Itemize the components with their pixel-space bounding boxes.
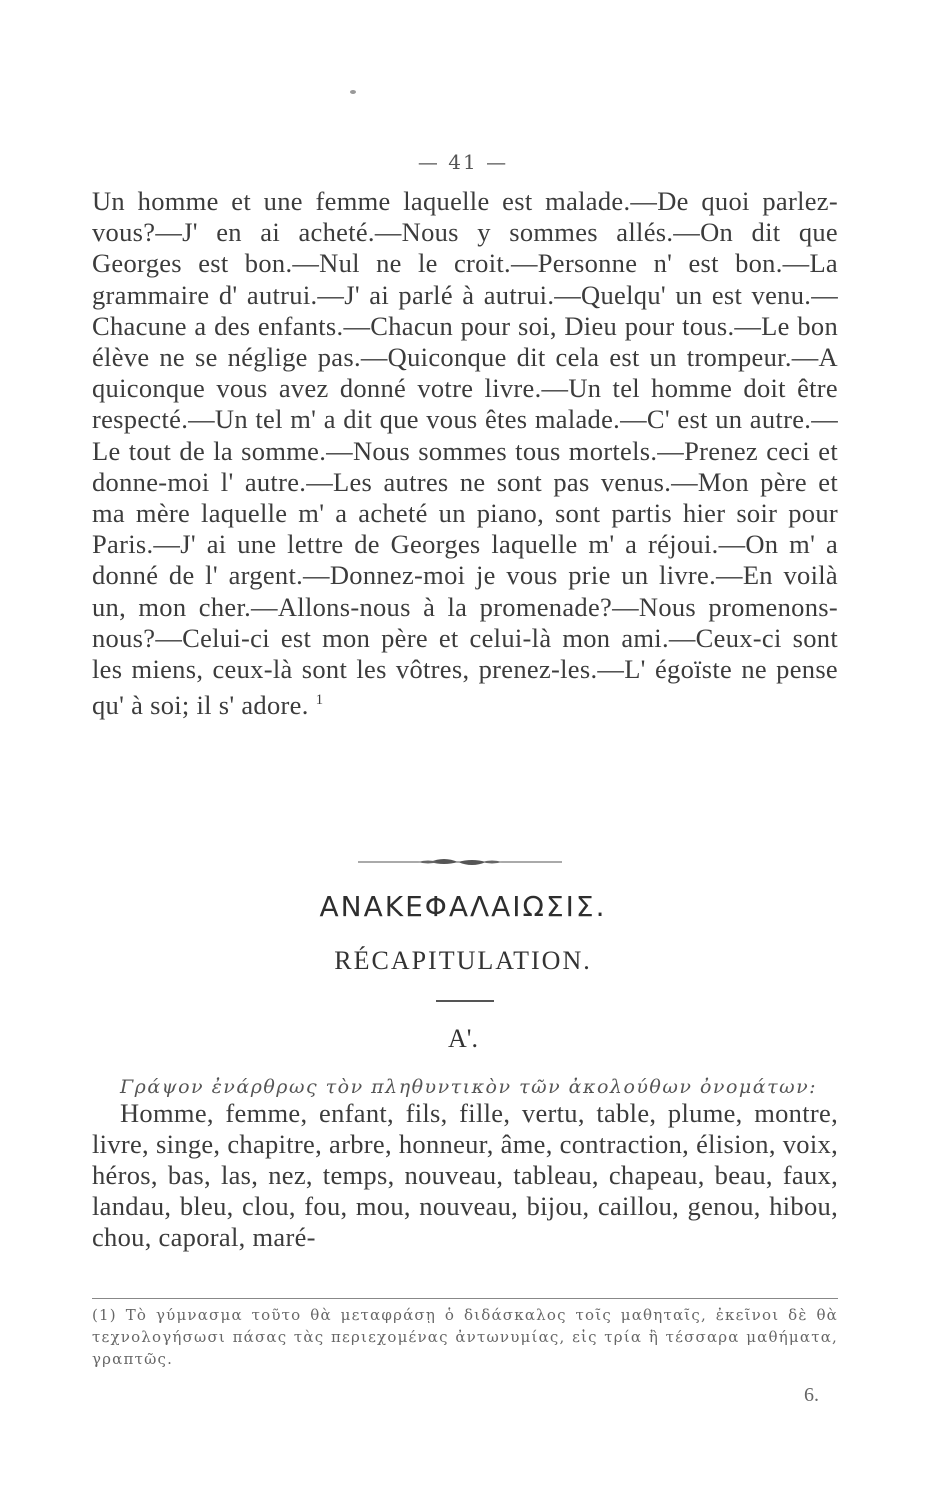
page-number: — 41 — (417, 150, 509, 174)
footnote-separator (92, 1298, 838, 1299)
section-heading-french: RÉCAPITULATION. (334, 946, 592, 975)
section-heading-greek: ΑΝΑΚΕΦΑΛΑΙΩΣΙΣ. (319, 890, 607, 923)
exercise-instruction: Γράψον ἐνάρθρως τὸν πληθυντικὸν τῶν ἀκολούθων ὀνομάτων: (120, 1076, 818, 1098)
footnote-reference: 1 (315, 692, 324, 709)
exercise-label: Α'. (448, 1024, 478, 1053)
heading-rule (436, 1000, 494, 1002)
exercise-text-content: Un homme et une femme laquelle est malade.—De quoi parlez-vous?—J' en ai acheté.—Nous y sommes allés.—On dit que Georges est bon.—Nul ne le croit.—Personne n' est bon.—La grammaire d' autrui.—J' ai parlé à autrui.—Quelqu' un est venu.—Chacune a des enfants.—Chacun pour soi, Dieu pour tous.—Le bon élève ne se néglige pas.—Quiconque dit cela est un trompeur.—A quiconque vous avez donné votre livre.—Un tel homme doit être respecté.—Un tel m' a dit que vous êtes malade.—C' est un autre.—Le tout de la somme.—Nous sommes tous mortels.—Prenez ceci et donne-moi l' autre.—Les autres ne sont pas venus.—Mon père et ma mère laquelle m' a acheté un piano, sont partis hier soir pour Paris.—J' ai une lettre de Georges laquelle m' a réjoui.—On m' a donné de l' argent.—Donnez-moi je vous prie un livre.—En voilà un, mon cher.—Allons-nous à la promenade?—Nous promenons-nous?—Celui-ci est mon père et celui-là mon ami.—Ceux-ci sont les miens, ceux-là sont les vôtres, prenez-les.—L' égoïste ne pense qu' à soi; il s' adore. (92, 186, 838, 721)
footnote-marker: (1) (92, 1306, 117, 1324)
footnote (92, 1304, 838, 1370)
ink-smudge (350, 90, 356, 94)
signature-mark: 6. (804, 1384, 819, 1406)
footnote-text: Τὸ γύμνασμα τοῦτο θὰ μεταφράσῃ ὁ διδάσκαλος τοῖς μαθηταῖς, ἐκεῖνοι δὲ θὰ τεχνολογήσωσι πάσας τὰς περιεχομένας ἀντωνυμίας, εἰς τρία ἢ τέσσαρα μαθήματα, γραπτῶς. (92, 1306, 839, 1368)
exercise-text (92, 186, 838, 721)
vocabulary-list: Homme, femme, enfant, fils, fille, vertu, table, plume, montre, livre, singe, chapitre, arbre, honneur, âme, contraction, élision, voix, héros, bas, las, nez, temps, nouveau, tableau, chapeau, beau, faux, landau, bleu, clou, fou, mou, nouveau, bijou, caillou, genou, hibou, chou, caporal, maré- (92, 1098, 838, 1252)
ornamental-divider (358, 856, 562, 868)
